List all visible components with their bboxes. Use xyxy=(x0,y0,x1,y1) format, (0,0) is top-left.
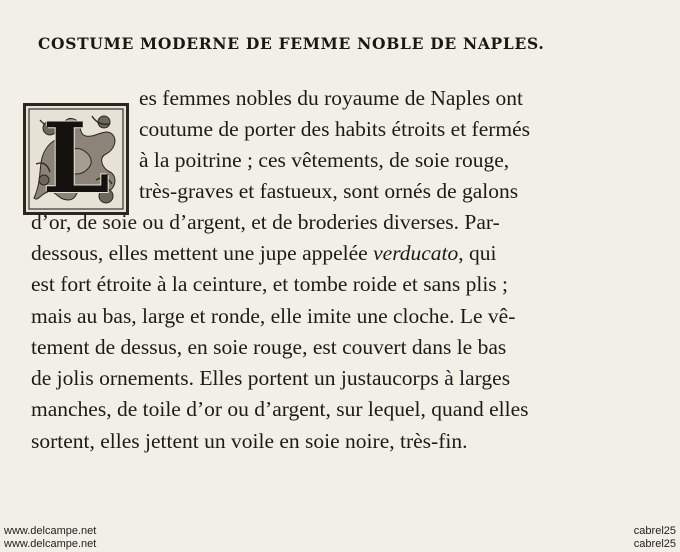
page-title: COSTUME MODERNE DE FEMME NOBLE DE NAPLES. xyxy=(38,34,545,53)
text-line-5: d’or, de soie ou d’argent, et de broderies diverses. Par- xyxy=(31,210,500,234)
text-line-9: tement de dessus, en soie rouge, est couvert dans le bas xyxy=(31,335,507,359)
text-line-10: de jolis ornements. Elles portent un justaucorps à larges xyxy=(31,366,511,390)
text-line-7: est fort étroite à la ceinture, et tombe roide et sans plis ; xyxy=(31,272,509,296)
text-line-12: sortent, elles jettent un voile en soie noire, très-fin. xyxy=(31,429,468,453)
text-line-2: coutume de porter des habits étroits et fermés xyxy=(139,117,531,141)
watermark-left xyxy=(4,525,96,551)
text-line-1: es femmes nobles du royaume de Naples ont xyxy=(139,86,523,110)
text-line-8: mais au bas, large et ronde, elle imite une cloche. Le vê- xyxy=(31,304,516,328)
text-line-4: très-graves et fastueux, sont ornés de galons xyxy=(139,179,519,203)
watermark-right xyxy=(634,525,676,551)
drop-cap-letter: L xyxy=(42,103,110,215)
watermark-left-line-1: www.delcampe.net xyxy=(4,525,97,537)
text-line-6 xyxy=(31,241,497,266)
ornamental-drop-cap xyxy=(23,103,129,215)
watermark-left-line-2: www.delcampe.net xyxy=(4,538,97,550)
text-line-3: à la poitrine ; ces vêtements, de soie rouge, xyxy=(139,148,510,172)
text-line-11: manches, de toile d’or ou d’argent, sur lequel, quand elles xyxy=(31,397,529,421)
italic-term: verducato xyxy=(373,241,459,265)
text-line-6-end: , qui xyxy=(458,241,497,265)
text-line-6-start: dessous, elles mettent une jupe appelée xyxy=(31,241,368,265)
watermark-right-line-2: cabrel25 xyxy=(633,538,676,550)
watermark-right-line-1: cabrel25 xyxy=(633,525,676,537)
